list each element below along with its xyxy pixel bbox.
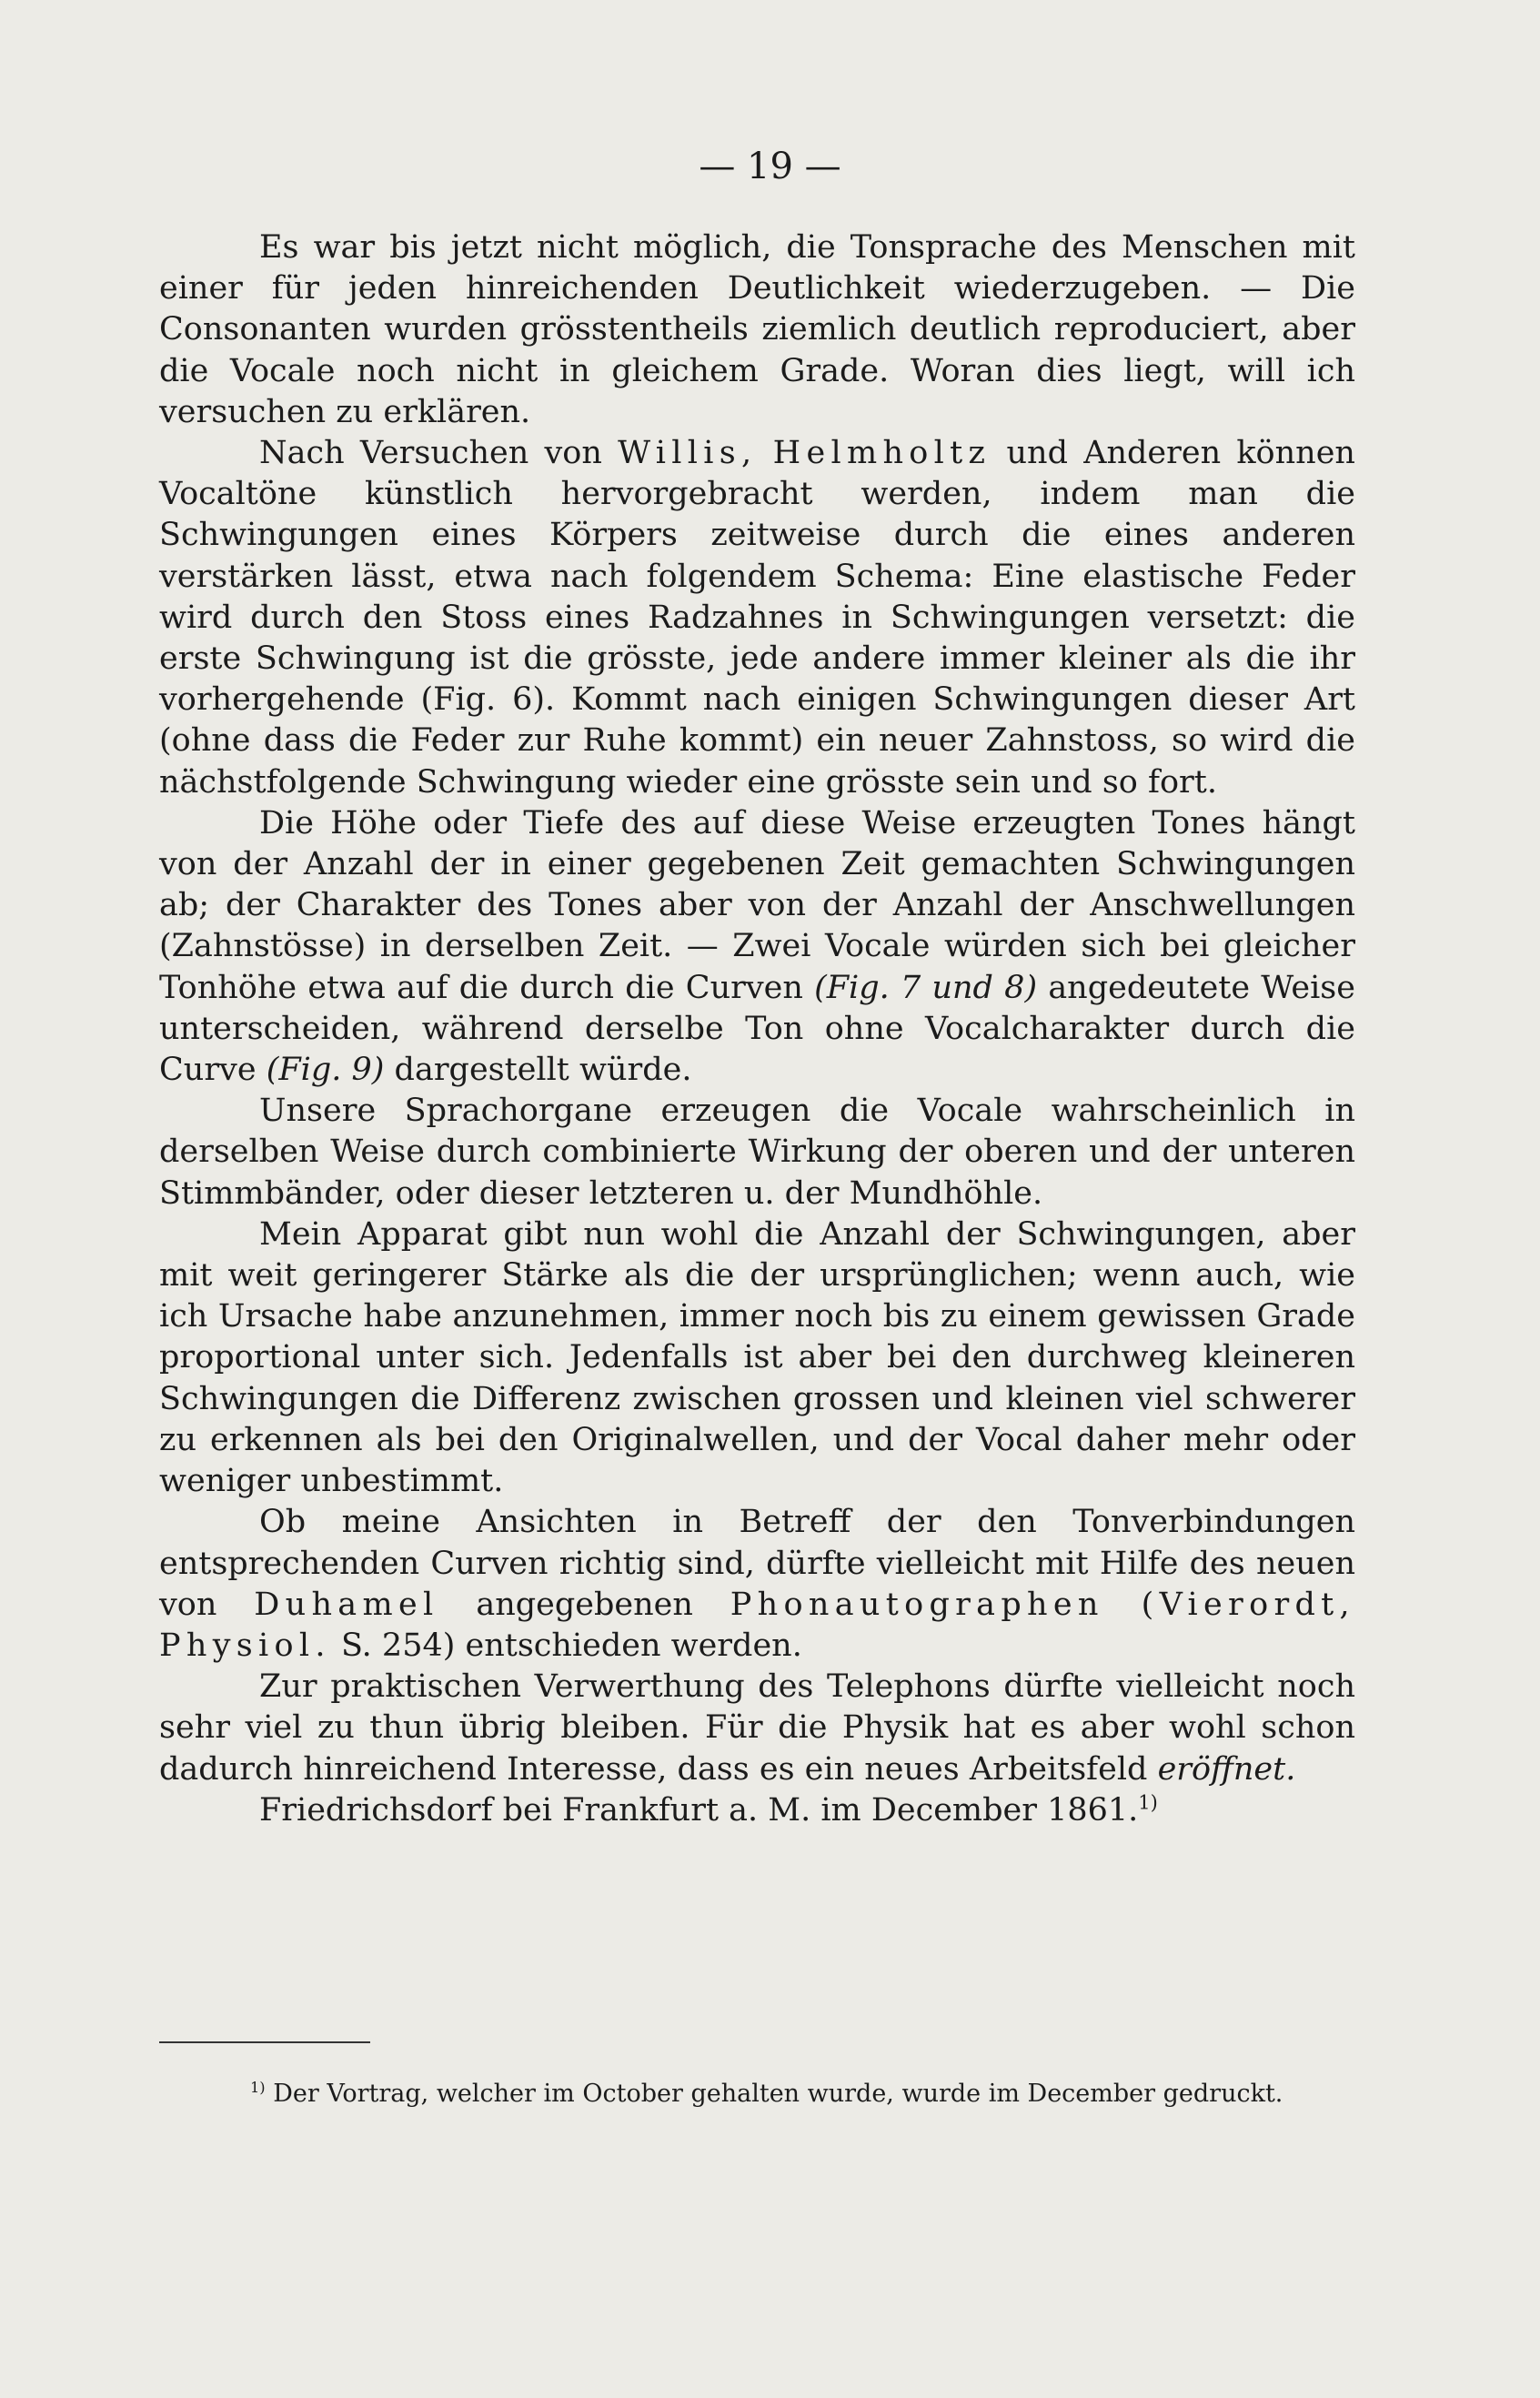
place-date-text: Friedrichsdorf bei Frankfurt a. M. im December 1861.	[259, 1791, 1139, 1829]
paragraph-6-start: Ob meine Ansichten in Betreff der den Tonverbindungen entsprechenden Curven richtig sind, dürfte vielleicht mit Hilfe des neuen von	[159, 1504, 1355, 1623]
figure-ref-7-8: (Fig. 7 und 8)	[814, 969, 1038, 1006]
citation-vierordt: (Vierordt, Physiol.	[159, 1586, 1355, 1664]
paragraph-3-start: Die Höhe oder Tiefe des auf diese Weise erzeugten Tones hängt von der Anzahl der in einer gegebenen Zeit gemachten Schwingungen ab; der Charakter des Tones aber von der Anzahl der Anschwellungen (Zahnstösse) in derselben Zeit. — Zwei Vocale würden sich bei gleicher Tonhöhe etwa auf die durch die Curven	[159, 804, 1355, 1006]
footnote-text: Der Vortrag, welcher im October gehalten wurde, wurde im December gedruckt.	[273, 2080, 1283, 2108]
paragraph-3-end: dargestellt würde.	[394, 1052, 692, 1089]
page-number: — 19 —	[699, 146, 841, 187]
paragraph-4: Unsere Sprachorgane erzeugen die Vocale wahrscheinlich in derselben Weise durch combinierte Wirkung der oberen und der unteren Stimmbänder, oder dieser letzteren u. der Mundhöhle.	[159, 1093, 1355, 1212]
paragraph-5: Mein Apparat gibt nun wohl die Anzahl der Schwingungen, aber mit weit geringerer Stärke als die der ursprünglichen; wenn auch, wie ich Ursache habe anzunehmen, immer noch bis zu einem gewissen Grade proportional unter sich. Jedenfalls ist aber bei den durchweg kleineren Schwingungen die Differenz zwischen grossen und kleinen viel schwerer zu erkennen als bei den Originalwellen, und der Vocal daher mehr oder weniger unbestimmt.	[159, 1215, 1355, 1500]
body-text	[159, 227, 1355, 1831]
paragraph-3	[159, 803, 1355, 1091]
paragraph-2-start: Nach Versuchen von	[259, 435, 602, 472]
paragraph-6-end: S. 254) entschieden werden.	[340, 1627, 802, 1664]
word-eroeffnet: eröffnet.	[1157, 1750, 1296, 1788]
place-date-line	[159, 1790, 1355, 1831]
name-duhamel: Duhamel	[254, 1586, 439, 1623]
paragraph-2-rest: und Anderen können Vocaltöne künstlich hervorgebracht werden, indem man die Schwingungen eines Körpers zeitweise durch die eines anderen verstärken lässt, etwa nach folgendem Schema: Eine elastische Feder wird durch den Stoss eines Radzahnes in Schwingungen versetzt: die erste Schwingung ist die grösste, jede andere immer kleiner als die ihr vorhergehende (Fig. 6). Kommt nach einigen Schwingungen dieser Art (ohne dass die Feder zur Ruhe kommt) ein neuer Zahnstoss, so wird die nächstfolgende Schwingung wieder eine grösste sein und so fort.	[159, 435, 1355, 801]
term-phonautographen: Phonautographen	[730, 1586, 1104, 1623]
paragraph-7-start: Zur praktischen Verwerthung des Telephons dürfte vielleicht noch sehr viel zu thun übrig bleiben. Für die Physik hat es aber wohl schon dadurch hinreichend Interesse, dass es ein neues Arbeitsfeld	[159, 1668, 1355, 1788]
paragraph-2	[159, 433, 1355, 803]
paragraph-6	[159, 1502, 1355, 1667]
footnote-mark: 1)	[250, 2079, 266, 2096]
footnote	[159, 2078, 1355, 2111]
paragraph-7	[159, 1667, 1355, 1790]
footnote-divider	[159, 2041, 370, 2043]
paragraph-1: Es war bis jetzt nicht möglich, die Tonsprache des Menschen mit einer für jeden hinreichenden Deutlichkeit wiederzugeben. — Die Consonanten wurden grösstentheils ziemlich deutlich reproduciert, aber die Vocale noch nicht in gleichem Grade. Woran dies liegt, will ich versuchen zu erklären.	[159, 229, 1355, 430]
footnote-reference: 1)	[1138, 1791, 1158, 1814]
figure-ref-9: (Fig. 9)	[266, 1052, 385, 1089]
name-helmholtz: Helmholtz	[772, 435, 991, 472]
name-willis: Willis,	[618, 435, 758, 472]
paragraph-6-middle: angegebenen	[476, 1586, 693, 1623]
paragraph-3-middle: angedeutete Weise unterscheiden, während derselbe Ton ohne Vocalcharakter durch die Curve	[159, 969, 1355, 1089]
